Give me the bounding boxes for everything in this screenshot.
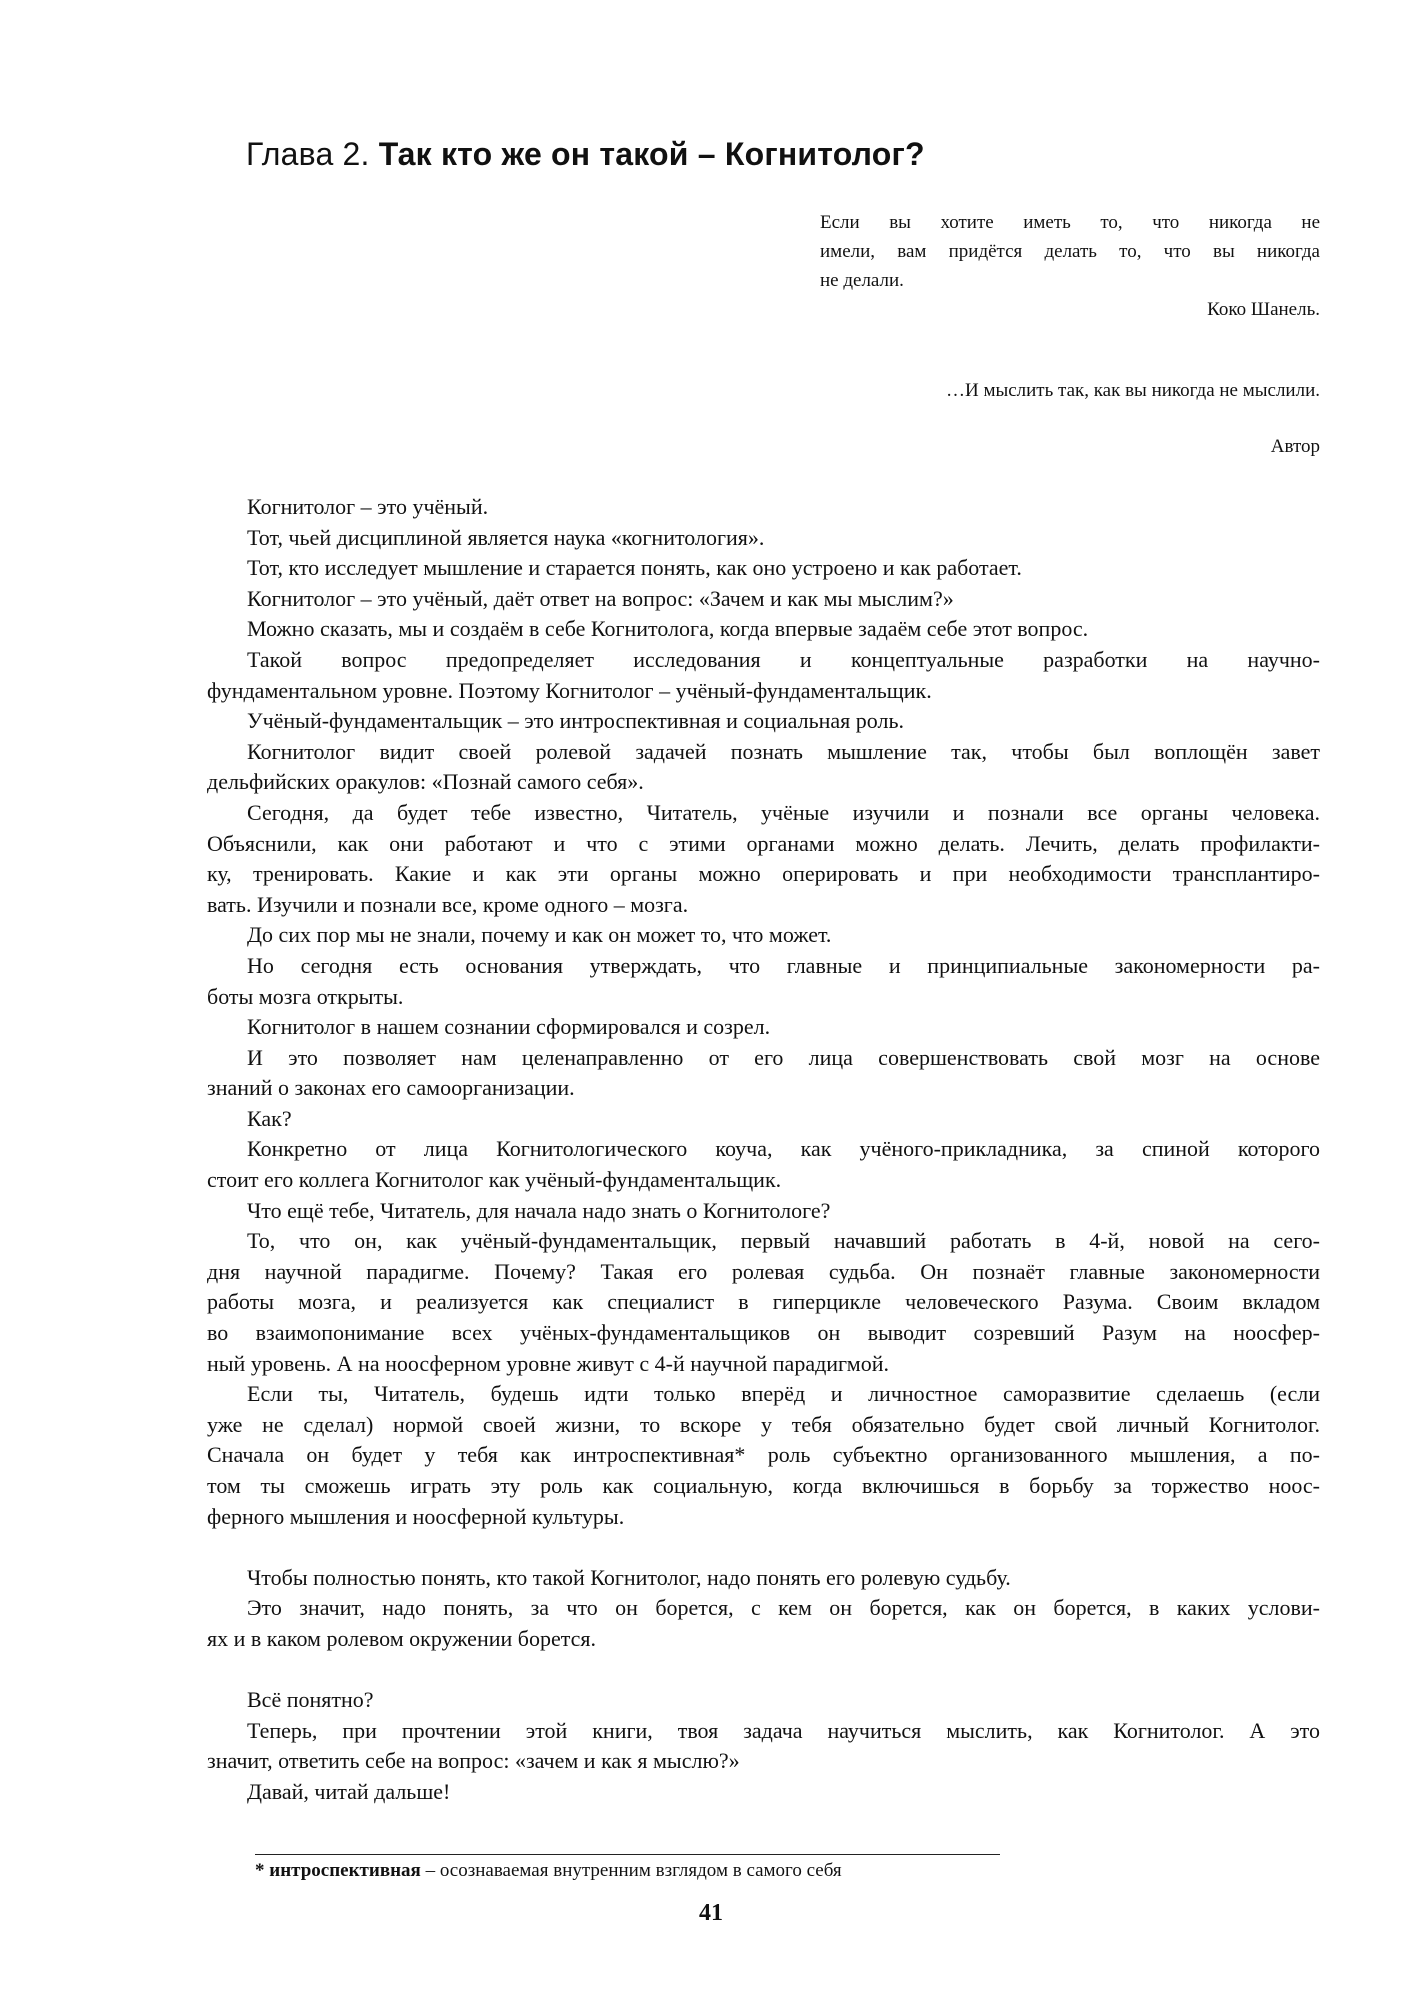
footnote-term: * интроспективная	[255, 1860, 421, 1881]
text-line: дельфийских оракулов: «Познай самого себя».	[207, 769, 644, 795]
text-line: том ты сможешь играть эту роль как социальную, когда включишься в борьбу за торжество ноос-	[207, 1473, 1320, 1498]
text-line: вать. Изучили и познали все, кроме одного – мозга.	[207, 891, 689, 917]
main-text	[207, 492, 1320, 1808]
text-line: Сегодня, да будет тебе известно, Читатель, учёные изучили и познали все органы человека.	[247, 799, 1320, 825]
text-line: ферного мышления и ноосферной культуры.	[207, 1503, 625, 1529]
text-line: Сначала он будет у тебя как интроспективная* роль субъектно организованного мышления, а по-	[207, 1442, 1320, 1468]
text-line: Объяснили, как они работают и что с этими органами можно делать. Лечить, делать профилакти-	[207, 830, 1320, 856]
text-line: боты мозга открыты.	[207, 983, 404, 1009]
text-line: дня научной парадигме. Почему? Такая его ролевая судьба. Он познаёт главные закономерности	[207, 1258, 1320, 1284]
chapter-prefix: Глава 2.	[246, 136, 379, 172]
text-line: Когнитолог в нашем сознании сформировался и созрел.	[247, 1014, 771, 1040]
paragraph-gap	[207, 1655, 1320, 1686]
chapter-heading: Так кто же он такой – Когнитолог?	[378, 136, 925, 172]
text-line: Такой вопрос предопределяет исследования и концептуальные разработки на научно-	[247, 646, 1320, 672]
text-line: Как?	[247, 1105, 292, 1131]
epigraph-chanel	[820, 208, 1320, 324]
text-line: работы мозга, и реализуется как специалист в гиперцикле человеческого Разума. Своим вкладом	[207, 1289, 1320, 1315]
text-line: До сих пор мы не знали, почему и как он может то, что может.	[247, 922, 832, 948]
page-number: 41	[699, 1900, 723, 1926]
text-line: ный уровень. А на ноосферном уровне живут с 4-й научной парадигмой.	[207, 1350, 889, 1376]
epigraph-author-signature: Автор	[1270, 436, 1320, 457]
text-line: То, что он, как учёный-фундаментальщик, первый начавший работать в 4-й, новой на сего-	[247, 1228, 1320, 1254]
epigraph-line: Если вы хотите иметь то, что никогда не	[820, 212, 1320, 233]
text-line: Теперь, при прочтении этой книги, твоя задача научиться мыслить, как Когнитолог. А это	[247, 1717, 1320, 1743]
text-line: Чтобы полностью понять, кто такой Когнитолог, надо понять его ролевую судьбу.	[247, 1564, 1011, 1590]
text-line: Давай, читай дальше!	[247, 1778, 451, 1804]
text-line: Учёный-фундаментальщик – это интроспективная и социальная роль.	[247, 708, 905, 734]
epigraph-author-quote: …И мыслить так, как вы никогда не мыслили.	[945, 380, 1320, 401]
text-line: значит, ответить себе на вопрос: «зачем и как я мыслю?»	[207, 1748, 740, 1774]
text-line: Всё понятно?	[247, 1687, 374, 1713]
text-line: Тот, чьей дисциплиной является наука «когнитология».	[247, 524, 765, 550]
text-line: знаний о законах его самоорганизации.	[207, 1075, 575, 1101]
chapter-title	[246, 136, 925, 173]
text-line: Это значит, надо понять, за что он борется, с кем он борется, как он борется, в каких услови-	[247, 1595, 1320, 1621]
text-line: Когнитолог – это учёный.	[247, 494, 489, 519]
text-line: уже не сделал) нормой своей жизни, то вскоре у тебя обязательно будет свой личный Когнитолог.	[207, 1411, 1320, 1437]
text-line: во взаимопонимание всех учёных-фундаментальщиков он выводит созревший Разум на ноосфер-	[207, 1320, 1320, 1346]
text-line: И это позволяет нам целенаправленно от его лица совершенствовать свой мозг на основе	[247, 1044, 1320, 1070]
text-line: Тот, кто исследует мышление и старается понять, как оно устроено и как работает.	[247, 555, 1022, 581]
footnote-divider	[255, 1854, 1000, 1855]
text-line: Что ещё тебе, Читатель, для начала надо знать о Когнитологе?	[247, 1197, 831, 1223]
text-line: фундаментальном уровне. Поэтому Когнитолог – учёный-фундаментальщик.	[207, 677, 932, 703]
text-line: ку, тренировать. Какие и как эти органы можно оперировать и при необходимости трансплантиро-	[207, 861, 1320, 887]
text-line: ях и в каком ролевом окружении борется.	[207, 1625, 596, 1651]
footnote	[255, 1860, 842, 1882]
text-line: Конкретно от лица Когнитологического коуча, как учёного-прикладника, за спиной которого	[247, 1136, 1320, 1162]
text-line: Но сегодня есть основания утверждать, что главные и принципиальные закономерности ра-	[247, 952, 1320, 978]
epigraph-line: имели, вам придётся делать то, что вы никогда	[820, 241, 1320, 262]
text-line: Когнитолог видит своей ролевой задачей познать мышление так, чтобы был воплощён завет	[247, 738, 1320, 764]
text-line: Когнитолог – это учёный, даёт ответ на вопрос: «Зачем и как мы мыслим?»	[247, 585, 954, 611]
text-line: Если ты, Читатель, будешь идти только вперёд и личностное саморазвитие сделаешь (если	[247, 1381, 1320, 1407]
epigraph-line: не делали.	[820, 270, 904, 291]
footnote-definition: – осознаваемая внутренним взглядом в самого себя	[420, 1860, 842, 1881]
text-line: Можно сказать, мы и создаём в себе Когнитолога, когда впервые задаём себе этот вопрос.	[247, 616, 1089, 642]
epigraph-author: Коко Шанель.	[1207, 299, 1320, 320]
text-line: стоит его коллега Когнитолог как учёный-фундаментальщик.	[207, 1167, 782, 1193]
paragraph-gap	[207, 1532, 1320, 1563]
